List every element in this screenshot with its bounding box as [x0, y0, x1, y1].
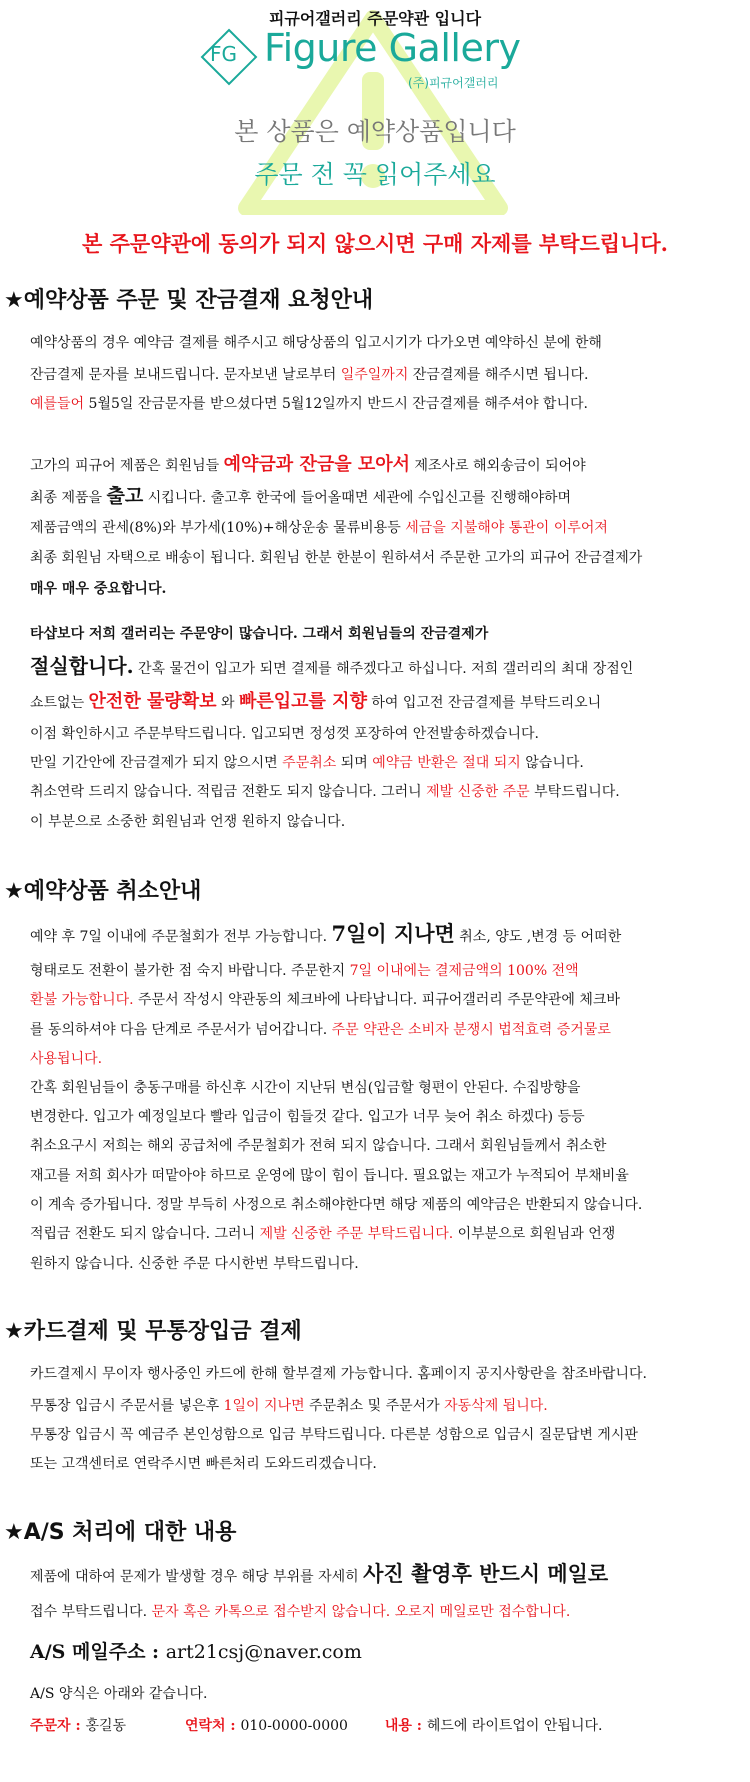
s1-line: 만일 기간안에 잔금결제가 되지 않으시면 주문취소 되며 예약금 반환은 절대 되지 않습니다.	[30, 755, 584, 771]
logo-company-name: (주)피규어갤러리	[408, 76, 499, 90]
logo-text: Figure Gallery	[264, 26, 521, 70]
logo-mark-letters: FG	[210, 42, 238, 66]
logo-mark-icon	[200, 28, 258, 86]
as-form-intro: A/S 양식은 아래와 같습니다.	[30, 1686, 208, 1702]
agreement-warning: 본 주문약관에 동의가 되지 않으시면 구매 자제를 부탁드립니다.	[82, 231, 668, 256]
s2-line: 환불 가능합니다. 주문서 작성시 약관동의 체크바에 나타납니다. 피규어갤러리 주문약관에 체크바	[30, 992, 620, 1008]
s4-line: 제품에 대하여 문제가 발생할 경우 해당 부위를 자세히 사진 촬영후 반드시 메일로	[30, 1561, 609, 1586]
s2-line: 형태로도 전환이 불가한 점 숙지 바랍니다. 주문한지 7일 이내에는 결제금액의 100% 전액	[30, 963, 579, 979]
s1-line: 예약상품의 경우 예약금 결제를 해주시고 해당상품의 입고시기가 다가오면 예약하신 분에 한해	[30, 335, 602, 351]
as-email-address[interactable]: art21csj@naver.com	[165, 1641, 362, 1663]
intro-title: 피규어갤러리 주문약관 입니다	[268, 9, 482, 28]
s2-line: 적립금 전환도 되지 않습니다. 그러니 제발 신중한 주문 부탁드립니다. 이부분으로 회원님과 언쟁	[30, 1226, 616, 1242]
s2-line: 예약 후 7일 이내에 주문철회가 전부 가능합니다. 7일이 지나면 취소, 양도 ,변경 등 어떠한	[30, 921, 622, 946]
as-email-line: A/S 메일주소 : art21csj@naver.com	[30, 1641, 362, 1663]
read-before-order-notice: 주문 전 꼭 읽어주세요	[254, 160, 496, 189]
s2-line: 를 동의하셔야 다음 단계로 주문서가 넘어갑니다. 주문 약관은 소비자 분쟁시 법적효력 증거물로	[30, 1022, 611, 1038]
section-title-cancellation: ★예약상품 취소안내	[4, 879, 202, 904]
s1-line: 쇼트없는 안전한 물량확보 와 빠른입고를 지향 하여 입고전 잔금결제를 부탁드리오니	[30, 691, 602, 712]
s1-line: 예를들어 5월5일 잔금문자를 받으셨다면 5월12일까지 반드시 잔금결제를 해주셔야 합니다.	[30, 396, 588, 412]
s3-line: 무통장 입금시 꼭 예금주 본인성함으로 입금 부탁드립니다. 다른분 성함으로 입금시 질문답변 게시판	[30, 1427, 638, 1443]
s3-line: 무통장 입금시 주문서를 넣은후 1일이 지나면 주문취소 및 주문서가 자동삭제 됩니다.	[30, 1398, 548, 1414]
s3-line: 또는 고객센터로 연락주시면 빠른처리 도와드리겠습니다.	[30, 1456, 377, 1472]
s1-line: 고가의 피규어 제품은 회원님들 예약금과 잔금을 모아서 제조사로 해외송금이 되어야	[30, 454, 586, 475]
s1-line: 취소연락 드리지 않습니다. 적립금 전환도 되지 않습니다. 그러니 제발 신중한 주문 부탁드립니다.	[30, 784, 620, 800]
s2-line: 변경한다. 입고가 예정일보다 빨라 입금이 힘들것 같다. 입고가 너무 늦어 취소 하겠다) 등등	[30, 1109, 585, 1125]
s1-line: 제품금액의 관세(8%)와 부가세(10%)+해상운송 물류비용등 세금을 지불해야 통관이 이루어져	[30, 520, 608, 536]
s3-line: 카드결제시 무이자 행사중인 카드에 한해 할부결제 가능합니다. 홈페이지 공지사항란을 참조바랍니다.	[30, 1366, 647, 1382]
s4-line: 접수 부탁드립니다. 문자 혹은 카톡으로 접수받지 않습니다. 오로지 메일로만 접수합니다.	[30, 1604, 571, 1620]
s2-line: 원하지 않습니다. 신중한 주문 다시한번 부탁드립니다.	[30, 1256, 359, 1272]
s1-line: 최종 제품을 출고 시킵니다. 출고후 한국에 들어올때면 세관에 수입신고를 진행해야하며	[30, 485, 572, 507]
s1-line: 잔금결제 문자를 보내드립니다. 문자보낸 날로부터 일주일까지 잔금결제를 해주시면 됩니다.	[30, 367, 589, 383]
s1-line: 절실합니다. 간혹 물건이 입고가 되면 결제를 해주겠다고 하십니다. 저희 갤러리의 최대 장점인	[30, 654, 634, 678]
s2-line: 재고를 저희 회사가 떠맡아야 하므로 운영에 많이 힘이 듭니다. 필요없는 재고가 누적되어 부채비율	[30, 1168, 629, 1184]
s1-line: 타샵보다 저희 갤러리는 주문양이 많습니다. 그래서 회원님들의 잔금결제가	[30, 626, 489, 642]
s1-emphasis: 매우 매우 중요합니다.	[30, 581, 167, 597]
s2-line: 취소요구시 저희는 해외 공급처에 주문철회가 전혀 되지 않습니다. 그래서 회원님들께서 취소한	[30, 1138, 607, 1154]
section-title-as-service: ★A/S 처리에 대한 내용	[4, 1520, 237, 1545]
as-form-example: 주문자 : 홍길동 연락처 : 010-0000-0000 내용 : 헤드에 라이트업이 안됩니다.	[30, 1718, 603, 1734]
s1-line: 이 부분으로 소중한 회원님과 언쟁 원하지 않습니다.	[30, 814, 346, 830]
brand-logo	[200, 26, 560, 90]
section-title-preorder-payment: ★예약상품 주문 및 잔금결재 요청안내	[4, 288, 374, 313]
header	[0, 0, 750, 210]
preorder-notice: 본 상품은 예약상품입니다	[234, 117, 516, 146]
s2-line: 사용됩니다.	[30, 1051, 103, 1067]
s1-line: 이점 확인하시고 주문부탁드립니다. 입고되면 정성껏 포장하여 안전발송하겠습니다.	[30, 726, 539, 742]
s2-line: 이 계속 증가됩니다. 정말 부득히 사정으로 취소해야한다면 해당 제품의 예약금은 반환되지 않습니다.	[30, 1197, 643, 1213]
section-title-payment-methods: ★카드결제 및 무통장입금 결제	[4, 1319, 302, 1344]
s1-line: 최종 회원님 자택으로 배송이 됩니다. 회원님 한분 한분이 원하셔서 주문한 고가의 피규어 잔금결제가	[30, 550, 643, 566]
s2-line: 간혹 회원님들이 충동구매를 하신후 시간이 지난뒤 변심(입금할 형편이 안된다. 수집방향을	[30, 1080, 581, 1096]
